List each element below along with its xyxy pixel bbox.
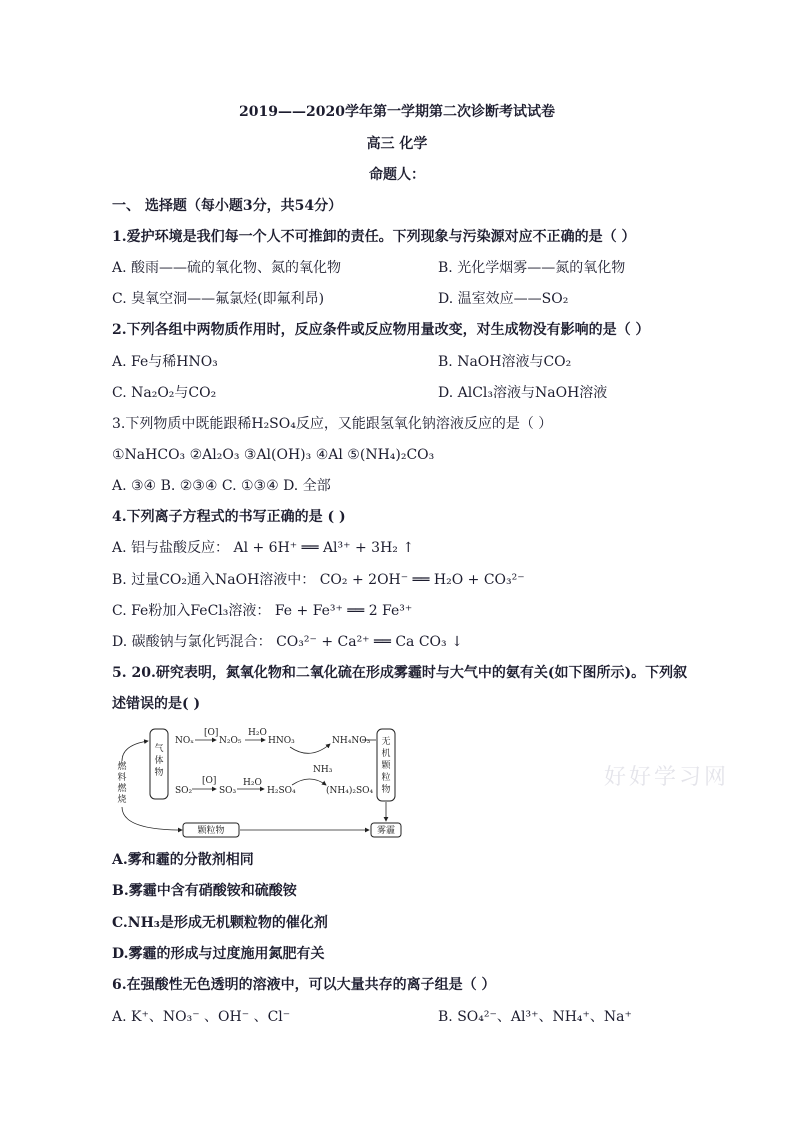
- so3: SO₃: [219, 786, 237, 796]
- oxidant-2: [O]: [202, 776, 217, 786]
- q2-option-a: A. Fe与稀HNO₃: [112, 354, 218, 370]
- nh4no3: NH₄NO₃: [332, 736, 371, 746]
- q5-stem-line1: 5. 20.研究表明，氮氧化物和二氧化硫在形成雾霾时与大气中的氨有关(如下图所示)。下列叙: [112, 665, 688, 681]
- q4-option-c: C. Fe粉加入FeCl₃溶液： Fe + Fe³⁺ ══ 2 Fe³⁺: [112, 603, 413, 619]
- gas-char-2: 体: [154, 756, 164, 766]
- fuel-char-1: 燃: [117, 762, 127, 772]
- q1-stem: 1.爱护环境是我们每一个人不可推卸的责任。下列现象与污染源对应不正确的是（ ）: [112, 229, 636, 245]
- n2o5: N₂O₅: [219, 736, 242, 746]
- exam-author: 命题人：: [369, 167, 425, 183]
- q1-option-c: C. 臭氧空洞——氟氯烃(即氟利昂): [112, 291, 325, 307]
- oxidant-1: [O]: [204, 728, 219, 738]
- nox: NOₓ: [175, 736, 195, 746]
- ammonia: NH₃: [313, 765, 333, 775]
- exam-title: 2019——2020学年第一学期第二次诊断考试试卷: [239, 104, 555, 120]
- gas-char-1: 气: [154, 744, 164, 754]
- water-1: H₂O: [248, 728, 267, 738]
- inorganic-char-3: 颗: [381, 761, 391, 771]
- q1-option-b: B. 光化学烟雾——氮的氧化物: [438, 260, 626, 276]
- ammonium-sulfate: (NH₄)₂SO₄: [326, 786, 374, 796]
- haze-formation-diagram: [112, 727, 408, 843]
- q6-option-a: A. K⁺、NO₃⁻ 、OH⁻ 、Cl⁻: [112, 1009, 291, 1025]
- q3-stem: 3.下列物质中既能跟稀H₂SO₄反应，又能跟氢氧化钠溶液反应的是（ ）: [112, 416, 553, 432]
- q5-option-d: D.雾霾的形成与过度施用氮肥有关: [112, 946, 325, 962]
- q4-stem: 4.下列离子方程式的书写正确的是 ( ): [112, 509, 346, 525]
- q6-stem: 6.在强酸性无色透明的溶液中，可以大量共存的离子组是（ ）: [112, 977, 496, 993]
- q1-option-d: D. 温室效应——SO₂: [438, 291, 569, 307]
- gas-char-3: 物: [154, 768, 164, 778]
- fuel-char-3: 燃: [117, 784, 127, 794]
- q1-option-a: A. 酸雨——硫的氧化物、氮的氧化物: [112, 260, 342, 276]
- q5-stem-line2: 述错误的是( ): [112, 696, 201, 712]
- q2-option-c: C. Na₂O₂与CO₂: [112, 385, 217, 401]
- q2-option-b: B. NaOH溶液与CO₂: [438, 354, 572, 370]
- q6-option-b: B. SO₄²⁻、Al³⁺、NH₄⁺、Na⁺: [438, 1009, 632, 1025]
- hno3: HNO₃: [268, 736, 295, 746]
- section-heading: 一、 选择题（每小题3分，共54分）: [112, 198, 343, 214]
- h2so4: H₂SO₄: [267, 786, 296, 796]
- q4-option-b: B. 过量CO₂通入NaOH溶液中： CO₂ + 2OH⁻ ══ H₂O + CO₃²⁻: [112, 572, 525, 588]
- inorganic-char-1: 无: [381, 737, 391, 747]
- haze-label: 雾霾: [376, 826, 396, 836]
- q5-option-c: C.NH₃是形成无机颗粒物的催化剂: [112, 915, 328, 931]
- particles-label: 颗粒物: [197, 826, 225, 836]
- so2: SO₂: [175, 786, 193, 796]
- inorganic-char-5: 物: [381, 785, 391, 795]
- q3-options: A. ③④ B. ②③④ C. ①③④ D. 全部: [112, 478, 331, 494]
- q5-option-a: A.雾和霾的分散剂相同: [112, 852, 254, 868]
- fuel-char-4: 烧: [117, 795, 127, 805]
- q5-option-b: B.雾霾中含有硝酸铵和硫酸铵: [112, 883, 297, 899]
- q3-items: ①NaHCO₃ ②Al₂O₃ ③Al(OH)₃ ④Al ⑤(NH₄)₂CO₃: [112, 447, 435, 463]
- exam-subject: 高三 化学: [366, 136, 428, 152]
- q2-stem: 2.下列各组中两物质作用时，反应条件或反应物用量改变，对生成物没有影响的是（ ）: [112, 322, 650, 338]
- q4-option-a: A. 铝与盐酸反应： Al + 6H⁺ ══ Al³⁺ + 3H₂ ↑: [112, 540, 415, 556]
- watermark: 好好学习网: [604, 765, 730, 790]
- inorganic-char-2: 机: [381, 749, 391, 759]
- q4-option-d: D. 碳酸钠与氯化钙混合： CO₃²⁻ + Ca²⁺ ══ Ca CO₃ ↓: [112, 634, 463, 650]
- inorganic-char-4: 粒: [381, 773, 391, 783]
- fuel-char-2: 料: [117, 773, 127, 783]
- q2-option-d: D. AlCl₃溶液与NaOH溶液: [438, 385, 608, 401]
- water-2: H₂O: [243, 778, 262, 788]
